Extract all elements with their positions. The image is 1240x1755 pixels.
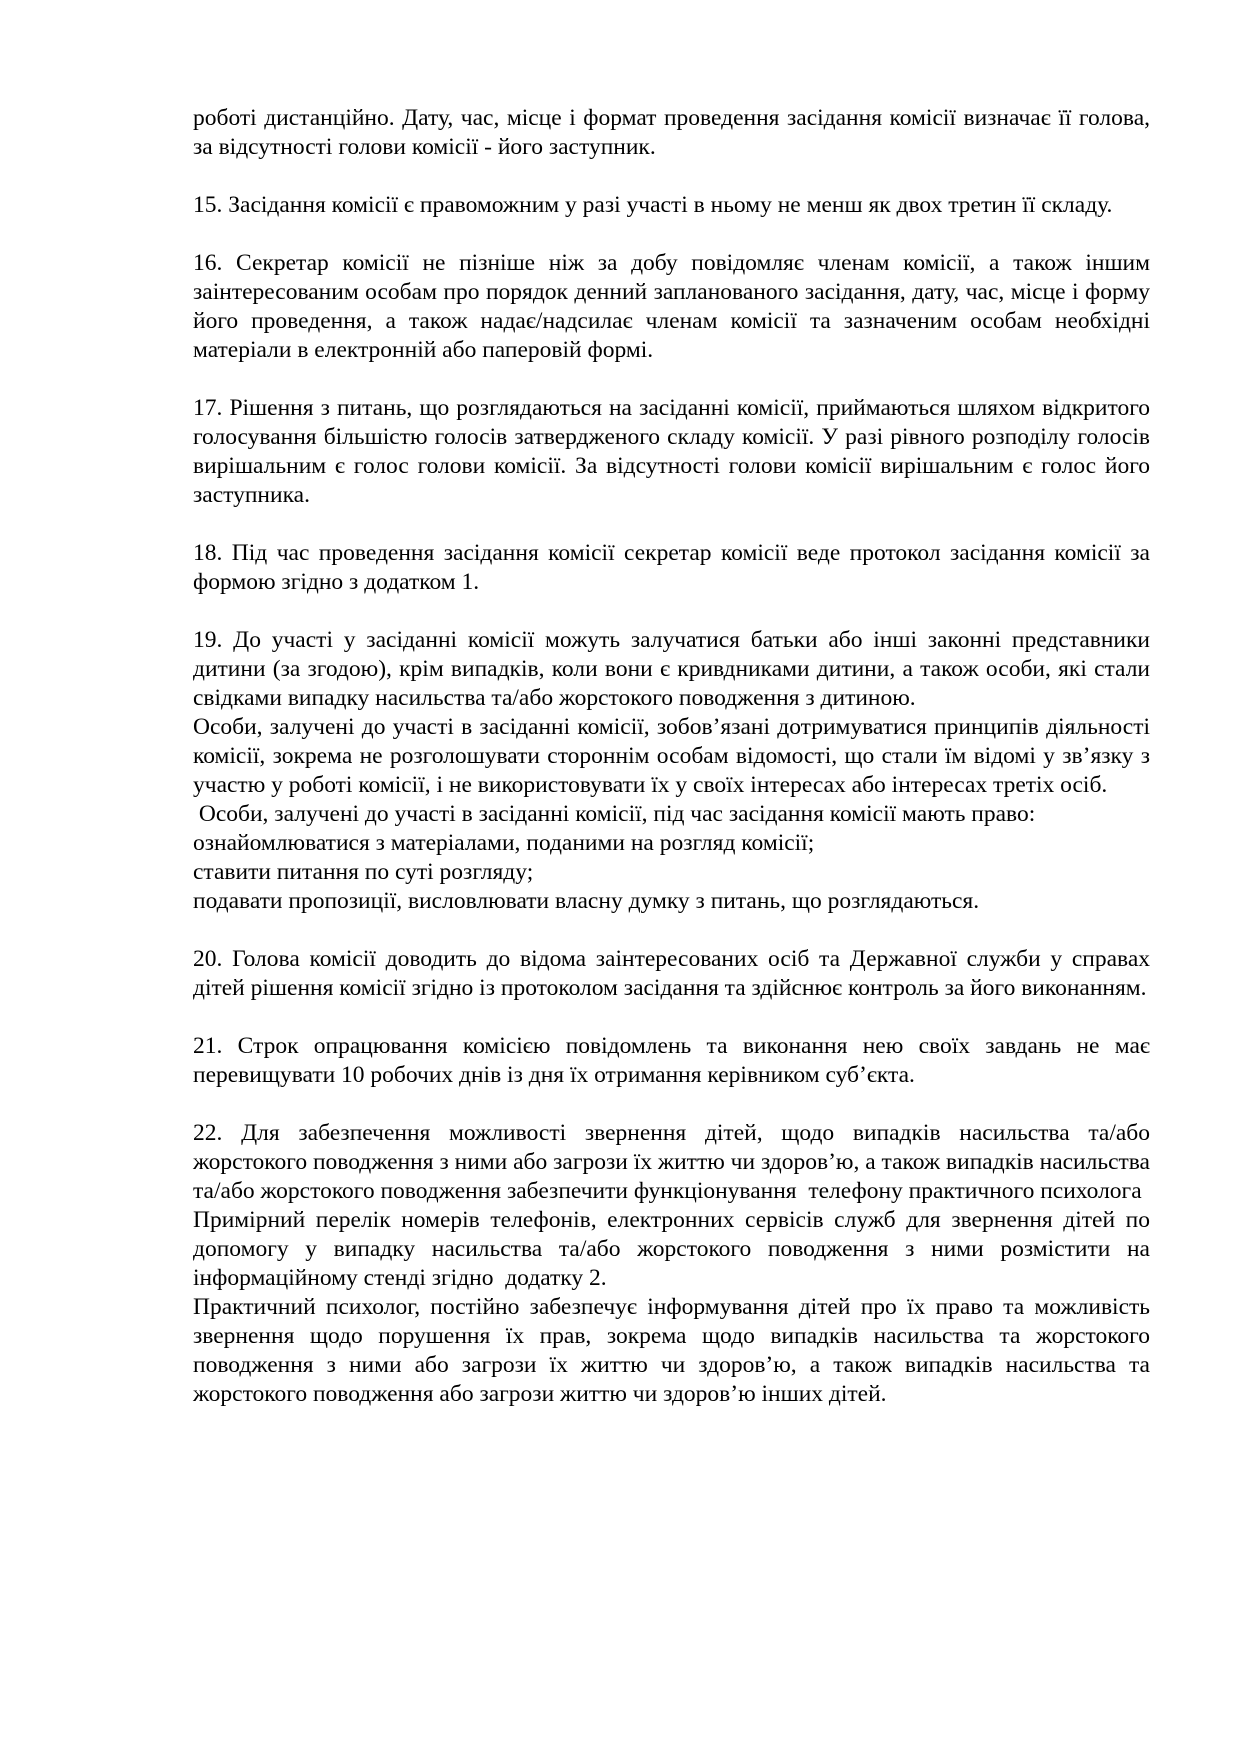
para-item-19-sub-2: Особи, залучені до участі в засіданні комісії, під час засідання комісії мають право: xyxy=(193,801,1036,827)
paragraph-block-item-21 xyxy=(193,1032,1150,1090)
paragraph-block-item-22 xyxy=(193,1119,1150,1409)
para-item-19-sub-5: подавати пропозиції, висловлювати власну думку з питань, що розглядаються. xyxy=(193,888,980,914)
para-item-21: 21. Строк опрацювання комісією повідомлень та виконання нею своїх завдань не має перевищувати 10 робочих днів із дня їх отримання керівником суб’єкта. xyxy=(193,1033,1150,1088)
para-item-19: 19. До участі у засіданні комісії можуть залучатися батьки або інші законні представники дитини (за згодою), крім випадків, коли вони є кривдниками дитини, а також особи, які стали свідками випадку насильства та/або жорстокого поводження з дитиною. xyxy=(193,627,1150,711)
para-item-18: 18. Під час проведення засідання комісії секретар комісії веде протокол засідання комісії за формою згідно з додатком 1. xyxy=(193,540,1150,595)
paragraph-block-item-19 xyxy=(193,626,1150,916)
paragraph-block-item-18 xyxy=(193,539,1150,597)
para-item-20: 20. Голова комісії доводить до відома заінтересованих осіб та Державної служби у справах дітей рішення комісії згідно із протоколом засідання та здійснює контроль за його виконанням. xyxy=(193,946,1150,1001)
paragraph-block-item-16 xyxy=(193,249,1150,365)
para-item-19-sub-4: ставити питання по суті розгляду; xyxy=(193,859,534,885)
para-item-19-sub-3: ознайомлюватися з матеріалами, поданими на розгляд комісії; xyxy=(193,830,815,856)
para-continuation: роботі дистанційно. Дату, час, місце і формат проведення засідання комісії визначає її голова, за відсутності голови комісії - його заступник. xyxy=(193,105,1150,160)
para-item-22: 22. Для забезпечення можливості звернення дітей, щодо випадків насильства та/або жорстокого поводження з ними або загрози їх життю чи здоров’ю, а також випадків насильства та/або жорстокого поводження забезпечити функціонування телефону практичного психолога xyxy=(193,1120,1150,1204)
paragraph-block-item-17 xyxy=(193,394,1150,510)
paragraph-block-continuation xyxy=(193,104,1150,162)
para-item-22-sub-1: Примірний перелік номерів телефонів, електронних сервісів служб для звернення дітей по допомогу у випадку насильства та/або жорстокого поводження з ними розмістити на інформаційному стенді згідно додатку 2. xyxy=(193,1207,1150,1291)
para-item-17: 17. Рішення з питань, що розглядаються на засіданні комісії, приймаються шляхом відкритого голосування більшістю голосів затвердженого складу комісії. У разі рівного розподілу голосів вирішальним є голос голови комісії. За відсутності голови комісії вирішальним є голос його заступника. xyxy=(193,395,1150,508)
para-item-16: 16. Секретар комісії не пізніше ніж за добу повідомляє членам комісії, а також іншим заінтересованим особам про порядок денний запланованого засідання, дату, час, місце і форму його проведення, а також надає/надсилає членам комісії та зазначеним особам необхідні матеріали в електронній або паперовій формі. xyxy=(193,250,1150,363)
para-item-19-sub-1: Особи, залучені до участі в засіданні комісії, зобов’язані дотримуватися принципів діяльності комісії, зокрема не розголошувати стороннім особам відомості, що стали їм відомі у зв’язку з участю у роботі комісії, і не використовувати їх у своїх інтересах або інтересах третіх осіб. xyxy=(193,714,1150,798)
para-item-22-sub-2: Практичний психолог, постійно забезпечує інформування дітей про їх право та можливість звернення щодо порушення їх прав, зокрема щодо випадків насильства та жорстокого поводження з ними або загрози їх життю чи здоров’ю, а також випадків насильства та жорстокого поводження або загрози життю чи здоров’ю інших дітей. xyxy=(193,1294,1150,1407)
paragraph-block-item-15 xyxy=(193,191,1150,220)
text-content xyxy=(193,104,1150,1438)
para-item-15: 15. Засідання комісії є правоможним у разі участі в ньому не менш як двох третин її складу. xyxy=(193,192,1113,218)
paragraph-block-item-20 xyxy=(193,945,1150,1003)
